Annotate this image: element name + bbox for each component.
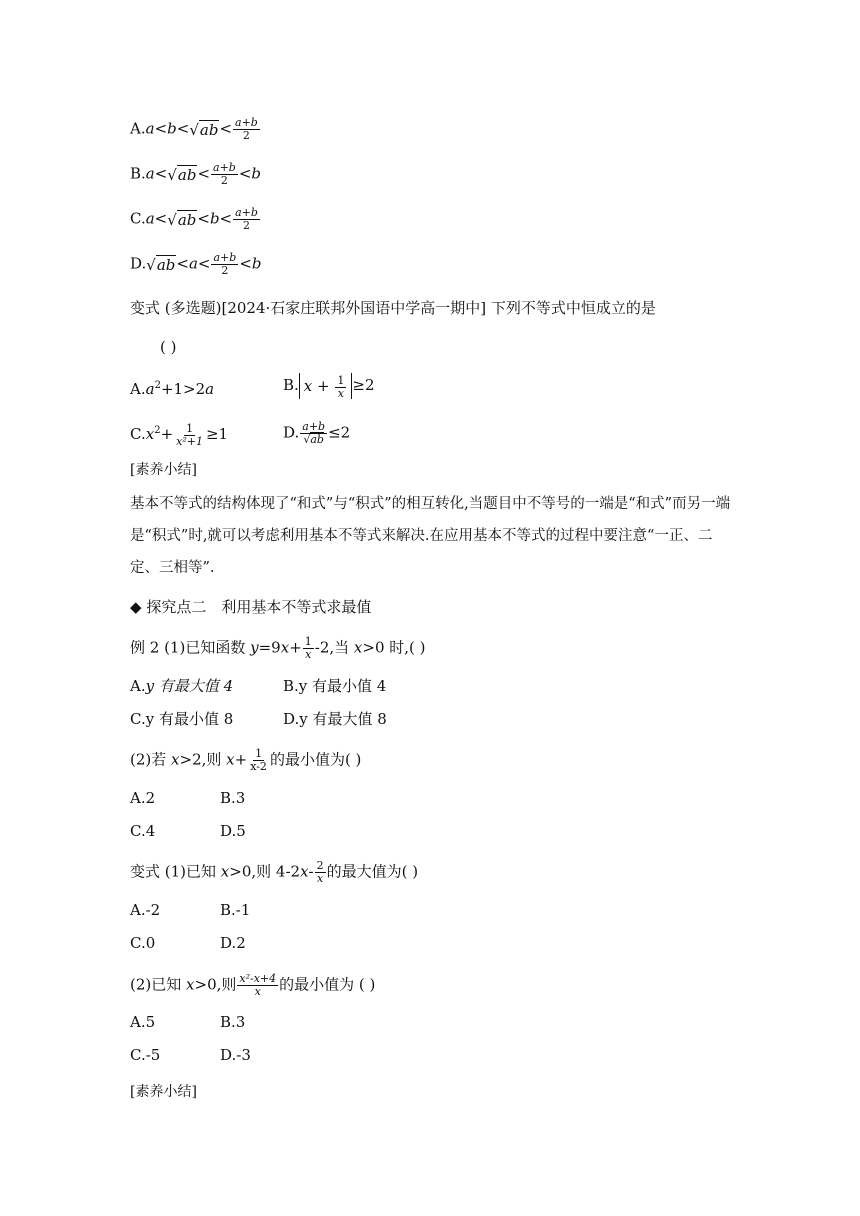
variant2-2-option-c: C.-5: [130, 1046, 161, 1064]
part2-option-c: C.4: [130, 822, 156, 840]
rhs: ≥1: [205, 425, 229, 443]
var-b: b: [167, 119, 177, 138]
stem-text: =9: [258, 638, 281, 657]
lt-sign: <: [197, 254, 211, 273]
var-b: b: [209, 209, 220, 228]
var-b: b: [251, 164, 262, 183]
numerator: 2: [316, 859, 324, 872]
stem-text: 例 2 (1)已知函数: [130, 638, 251, 657]
section-title: 探究点二 利用基本不等式求最值: [146, 598, 372, 616]
minus-sign: -: [308, 862, 314, 881]
var-x: x: [186, 975, 195, 994]
option-label: D.: [283, 423, 300, 442]
fraction: [237, 973, 278, 998]
numerator: a+b: [235, 116, 258, 129]
summary-text: 基本不等式的结构体现了“和式”与“积式”的相互转化,当题目中不等号的一端是“和式”而另一端是“积式”时,就可以考虑利用基本不等式来解决.在应用基本不等式的过程中要注意“一正、二定、三相等”.: [130, 496, 731, 576]
part2-option-d: D.5: [220, 822, 246, 840]
expression: +1>2: [160, 380, 206, 398]
var-a: a: [145, 164, 155, 183]
lt-sign: <: [176, 119, 190, 138]
lt-sign: <: [197, 209, 210, 228]
absolute-value: [299, 373, 353, 399]
plus-sign: +: [234, 750, 248, 769]
option-label: C.: [130, 209, 146, 228]
sqrt-ab: √ab: [167, 210, 197, 229]
variant2-part1: [130, 860, 418, 885]
option-label: D.: [130, 254, 147, 273]
var-a: a: [188, 254, 198, 273]
example2-option-b: [283, 676, 386, 696]
stem-text: 的最小值为( ): [269, 750, 362, 769]
example2-option-a: [130, 676, 233, 696]
option-label: A.: [130, 119, 146, 138]
fraction: [233, 207, 260, 232]
option-text: y 有最小值 4: [298, 677, 387, 695]
option-label: B.: [283, 677, 299, 695]
var-x: x: [145, 425, 155, 443]
numerator: a+b: [213, 161, 236, 174]
numerator: 1: [255, 747, 263, 760]
option-label: A.: [130, 380, 146, 398]
example2-option-c: [130, 709, 233, 729]
var-x: x: [220, 862, 230, 881]
option-c: [130, 207, 261, 232]
fraction: [174, 423, 205, 448]
lt-sign: <: [219, 119, 233, 138]
radicand: ab: [199, 120, 219, 139]
lt-sign: <: [154, 164, 168, 183]
plus-sign: +: [312, 377, 335, 395]
exponent: 2: [154, 380, 161, 391]
diamond-icon: ◆: [130, 598, 142, 616]
stem-text: 的最大值为( ): [326, 862, 419, 881]
answer-paren: ( ): [160, 338, 177, 356]
stem-text: >0 时,( ): [362, 638, 426, 657]
rhs: ≥2: [352, 376, 375, 394]
rhs: ≤2: [328, 423, 351, 442]
numerator: x²-x+4: [239, 972, 277, 985]
lt-sign: <: [154, 119, 168, 138]
variant2-option-d: D.2: [220, 934, 246, 952]
option-text: y 有最大值 4: [145, 677, 234, 695]
variant2-2-option-a: A.5: [130, 1013, 156, 1031]
fraction: [233, 117, 260, 142]
radicand: ab: [177, 210, 197, 229]
exponent: 2: [154, 425, 161, 436]
variant1-option-b: [283, 373, 375, 399]
radicand: ab: [310, 433, 324, 446]
summary-title: [素养小结]: [130, 1084, 197, 1100]
lt-sign: <: [238, 164, 252, 183]
denominator: x: [317, 872, 324, 885]
stem-text: -2,当: [314, 638, 354, 657]
lt-sign: <: [197, 164, 211, 183]
fraction: [248, 748, 269, 773]
option-label: C.: [130, 710, 146, 728]
summary-title: [素养小结]: [130, 462, 197, 478]
option-a: [130, 117, 261, 142]
option-label: B.: [130, 164, 146, 183]
variant2-option-c: C.0: [130, 934, 156, 952]
denominator: x²+1: [176, 434, 203, 448]
denominator: 2: [221, 264, 229, 277]
variant2-option-b: B.-1: [220, 901, 251, 919]
lt-sign: <: [239, 254, 252, 273]
denominator: 2: [220, 174, 228, 187]
lt-sign: <: [219, 209, 233, 228]
part2-option-b: B.3: [220, 789, 246, 807]
variant1-option-a: [130, 376, 214, 399]
numerator: a+b: [235, 206, 258, 219]
var-y: y: [250, 638, 259, 657]
fraction: [303, 636, 314, 661]
option-label: A.: [130, 677, 146, 695]
denominator: √ab: [303, 433, 324, 446]
denominator: x-2: [250, 760, 267, 773]
part2-option-a: A.2: [130, 789, 156, 807]
plus-sign: +: [289, 638, 302, 657]
option-text: y 有最小值 8: [145, 710, 234, 728]
example2-part2: [130, 748, 361, 773]
var-x: x: [300, 862, 309, 881]
lt-sign: <: [154, 209, 168, 228]
numerator: 1: [186, 421, 194, 435]
var-x: x: [280, 638, 290, 657]
denominator: 2: [243, 219, 251, 232]
var-x: x: [303, 377, 313, 395]
var-a: a: [145, 209, 155, 228]
option-text: y 有最大值 8: [299, 710, 387, 728]
fraction: [335, 375, 346, 400]
stem-text: >0,则: [194, 975, 237, 994]
numerator: 1: [337, 373, 345, 387]
radicand: ab: [156, 255, 176, 274]
numerator: 1: [304, 635, 312, 648]
sqrt-ab: √ab: [167, 165, 197, 184]
plus-sign: +: [160, 425, 174, 443]
variant2-2-option-b: B.3: [220, 1013, 246, 1031]
denominator: x: [254, 985, 261, 998]
variant1-option-d: [283, 421, 350, 446]
section-heading: [130, 597, 371, 617]
var-x: x: [226, 750, 235, 769]
denominator: 2: [242, 129, 250, 142]
numerator: a+b: [302, 420, 326, 433]
example2-option-d: [283, 709, 387, 729]
variant2-2-option-d: D.-3: [220, 1046, 251, 1064]
stem-text: >2,则: [179, 750, 227, 769]
var-x: x: [171, 750, 180, 769]
option-label: B.: [283, 376, 299, 394]
numerator: a+b: [213, 251, 237, 264]
stem-text: (2)若: [130, 750, 172, 769]
option-label: C.: [130, 425, 146, 443]
var-a: a: [145, 380, 155, 398]
denominator: x: [337, 386, 344, 400]
fraction: [211, 252, 238, 277]
variant1-option-c: [130, 421, 228, 448]
sqrt-ab: √ab: [189, 120, 219, 139]
variant1-stem: 变式 (多选题)[2024·石家庄联邦外国语中学高一期中] 下列不等式中恒成立的是: [130, 299, 656, 317]
var-b: b: [251, 254, 262, 273]
variant2-option-a: A.-2: [130, 901, 161, 919]
var-a: a: [145, 119, 155, 138]
stem-text: (2)已知: [130, 975, 187, 994]
option-label: D.: [283, 710, 300, 728]
fraction: [300, 421, 327, 446]
stem-text: >0,则 4-2: [229, 862, 301, 881]
option-b: [130, 162, 261, 187]
stem-text: 变式 (1)已知: [130, 862, 221, 881]
var-a: a: [205, 380, 215, 398]
sqrt-ab: √ab: [146, 255, 176, 274]
variant2-part2: [130, 973, 375, 998]
var-x: x: [353, 638, 363, 657]
radicand: ab: [177, 165, 197, 184]
denominator: x: [305, 648, 312, 661]
fraction: [315, 860, 326, 885]
stem-text: 的最小值为 ( ): [279, 975, 376, 994]
example2-part1: [130, 636, 426, 661]
lt-sign: <: [176, 254, 189, 273]
option-d: [130, 252, 262, 277]
fraction: [211, 162, 238, 187]
